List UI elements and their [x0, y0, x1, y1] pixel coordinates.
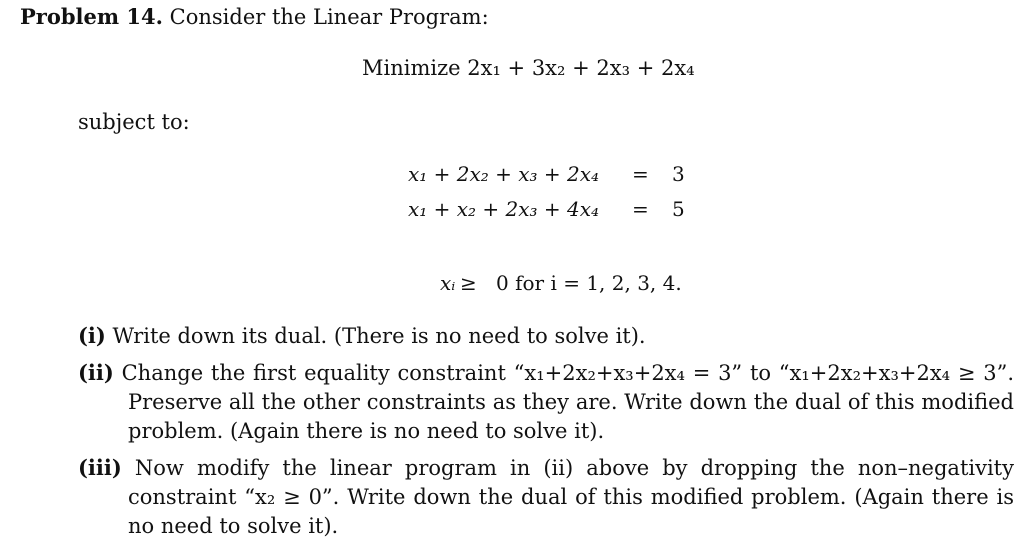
nonneg-relation: ≥ — [460, 271, 477, 295]
subject-to-label: subject to: — [78, 110, 190, 134]
constraint-2-lhs: x₁ + x₂ + 2x₃ + 4x₄ — [408, 197, 600, 221]
constraint-1-rhs: 3 — [672, 162, 685, 186]
part-i — [78, 321, 1013, 351]
objective-function: Minimize 2x₁ + 3x₂ + 2x₃ + 2x₄ — [362, 56, 695, 80]
part-iii — [78, 453, 1014, 541]
part-ii-text: Change the first equality constraint “x₁+2x₂+x₃+2x₄ = 3” to “x₁+2x₂+x₃+2x₄ ≥ 3”. Preserve all the other constraints as they are. Write down the dual of this modified problem. (Again there is no need to solve it). — [121, 361, 1014, 443]
nonneg-lhs: xᵢ — [440, 271, 456, 295]
problem-heading: Problem 14. — [20, 4, 163, 29]
part-ii-label: (ii) — [78, 360, 114, 385]
constraint-2-relation: = — [632, 197, 649, 221]
part-ii — [78, 358, 1014, 446]
part-iii-label: (iii) — [78, 455, 122, 480]
nonneg-rhs: 0 for i = 1, 2, 3, 4. — [496, 271, 682, 295]
part-i-label: (i) — [78, 323, 106, 348]
constraint-1-relation: = — [632, 162, 649, 186]
problem-intro: Consider the Linear Program: — [169, 5, 489, 29]
constraint-2-rhs: 5 — [672, 197, 685, 221]
constraint-1-lhs: x₁ + 2x₂ + x₃ + 2x₄ — [408, 162, 600, 186]
part-i-text: Write down its dual. (There is no need to solve it). — [112, 324, 646, 348]
problem-heading-line — [20, 4, 489, 29]
part-iii-text: Now modify the linear program in (ii) above by dropping the non–negativity constraint “x₂ ≥ 0”. Write down the dual of this modified problem. (Again there is no need to solve it). — [128, 456, 1014, 538]
